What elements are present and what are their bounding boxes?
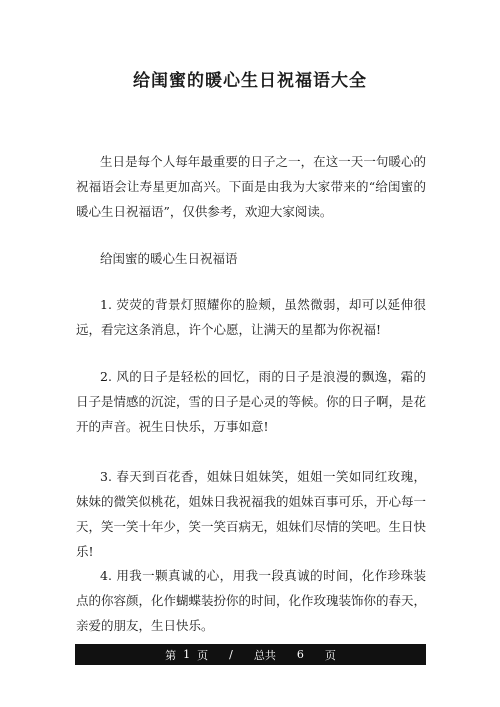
document-title: 给闺蜜的暖心生日祝福语大全: [133, 71, 367, 91]
footer-page-number: 1: [183, 648, 191, 661]
page-footer: [75, 644, 426, 665]
section-heading: 给闺蜜的暖心生日祝福语: [100, 251, 238, 266]
wish-item-4: 4. 用我一颗真诚的心，用我一段真诚的时间，化作珍珠装点的你容颜，化作蝴蝶装扮你的时间，化作玫瑰装饰你的春天，亲爱的朋友，生日快乐。: [76, 568, 427, 633]
wish-item-3: 3. 春天到百花香，姐妹日姐妹笑，姐姐一笑如同红玫瑰，妹妹的微笑似桃花，姐妹日我祝福我的姐妹百事可乐，开心每一天，笑一笑十年少，笑一笑百病无，姐妹们尽情的笑吧。生日快乐!: [76, 469, 427, 559]
footer-page-prefix: 第: [165, 648, 177, 662]
intro-paragraph: 生日是每个人每年最重要的日子之一，在这一天一句暖心的祝福语会让寿星更加高兴。下面是由我为大家带来的“给闺蜜的暖心生日祝福语”，仅供参考，欢迎大家阅读。: [76, 154, 426, 219]
footer-separator: /: [229, 648, 233, 661]
footer-total-prefix: 总共: [253, 648, 276, 662]
footer-total-suffix: 页: [324, 648, 336, 662]
wish-item-2: 2. 风的日子是轻松的回忆，雨的日子是浪漫的飘逸，霜的日子是情感的沉淀，雪的日子是心灵的等候。你的日子啊，是花开的声音。祝生日快乐，万事如意!: [76, 369, 427, 434]
footer-total-pages: 6: [296, 648, 304, 661]
footer-page-suffix: 页: [197, 648, 209, 662]
wish-item-1: 1. 荧荧的背景灯照耀你的脸颊，虽然微弱，却可以延伸很远，看完这条消息，许个心愿，让满天的星都为你祝福!: [76, 297, 426, 337]
